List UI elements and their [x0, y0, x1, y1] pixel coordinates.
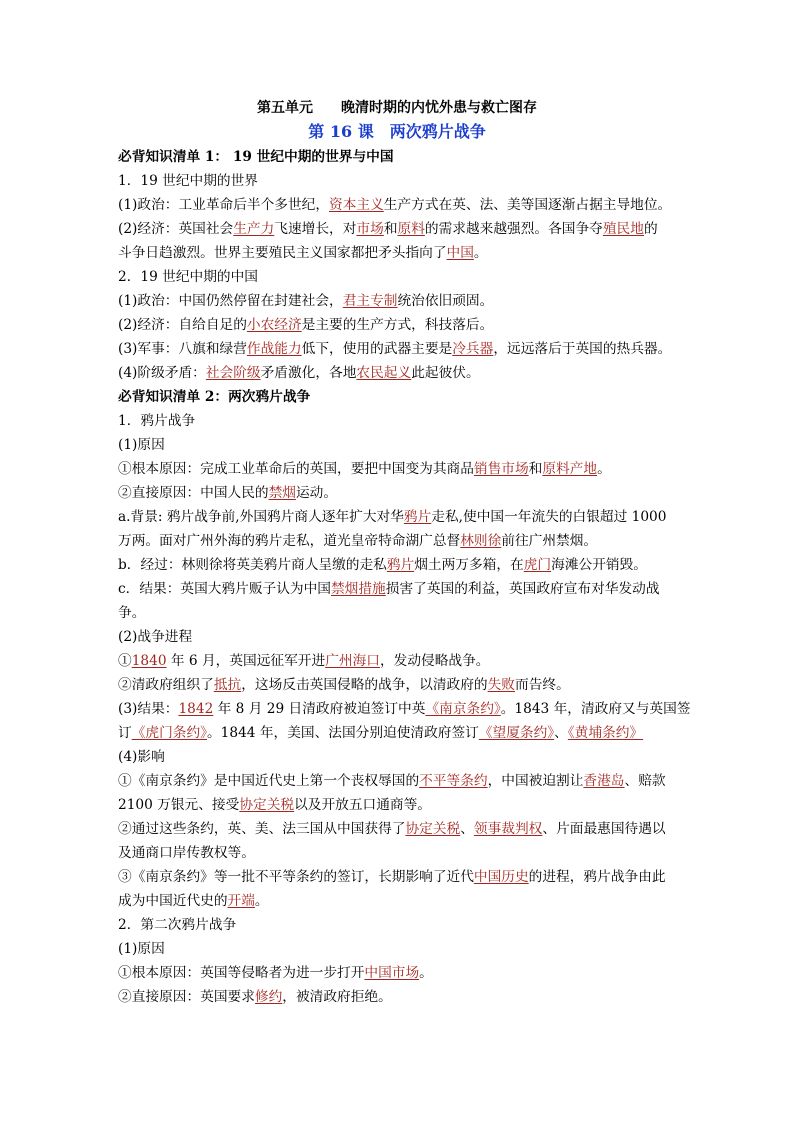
text-line [118, 601, 718, 625]
text-segment: 矛盾激化，各地 [260, 365, 357, 381]
answer-term: 广州海口 [325, 653, 380, 669]
answer-term: 香港岛 [583, 773, 625, 789]
text-line [118, 865, 718, 889]
text-segment: 烟土两万多箱，在 [414, 557, 524, 573]
subheading [118, 745, 718, 769]
answer-term: 《黄埔条约》 [567, 725, 644, 741]
text-segment: 2100 万银元、接受 [118, 797, 240, 813]
answer-term: 资本主义 [329, 197, 384, 213]
answer-term: 中国历史 [473, 869, 529, 885]
answer-term: 小农经济 [246, 317, 302, 333]
text-segment: 年 8 月 29 日清政府被迫签订中英 [213, 701, 426, 717]
text-segment: 斗争日趋激烈。世界主要殖民主义国家都把矛头指向了 [118, 245, 447, 261]
text-line [118, 481, 718, 505]
answer-term: 生产力 [233, 221, 275, 237]
text-segment: 年 6 月，英国远征军开进 [166, 653, 326, 669]
answer-term: 开端 [227, 893, 255, 909]
text-line [118, 217, 718, 241]
lesson-title: 第 16 课 两次鸦片战争 [308, 122, 486, 141]
answer-term: 抵抗 [213, 677, 242, 693]
text-segment: ，被清政府拒绝。 [282, 989, 392, 1005]
text-segment: 、赔款 [624, 773, 666, 789]
heading-text: 必背知识清单 2：两次鸦片战争 [118, 389, 311, 405]
text-line [118, 553, 718, 577]
text-line [118, 457, 718, 481]
text-segment: 前往广州禁烟。 [501, 533, 598, 549]
text-segment: b．经过：林则徐将英美鸦片商人呈缴的走私 [118, 557, 387, 573]
text-segment: 。1844 年，美国、法国分别迫使清政府签订 [206, 725, 479, 741]
text-line [118, 193, 718, 217]
text-segment: (2)经济：自给自足的 [118, 317, 247, 333]
answer-term: 原料 [397, 221, 425, 237]
text-segment: ，这场反击英国侵略的战争，以清政府的 [241, 677, 488, 693]
answer-term: 禁烟 [268, 485, 296, 501]
answer-term: 协定关税 [239, 797, 295, 813]
answer-term: 殖民地 [602, 221, 644, 237]
text-segment: 。 [597, 461, 611, 477]
text-segment: 和 [528, 461, 543, 477]
answer-term: 协定关税 [405, 821, 461, 837]
text-segment: 生产方式在英、法、美等国逐渐占据主导地位。 [383, 197, 672, 213]
answer-term: 鸦片 [386, 557, 415, 573]
text-line [118, 313, 718, 337]
text-segment: 而告终。 [515, 677, 570, 693]
text-segment: 此起彼伏。 [411, 365, 480, 381]
text-segment: 统治依旧顽固。 [397, 293, 494, 309]
answer-term: 1842 [178, 701, 214, 717]
answer-term: 鸦片 [403, 509, 432, 525]
text-line [118, 985, 718, 1009]
text-segment: 订 [118, 725, 132, 741]
answer-term: 1840 [131, 653, 167, 669]
text-segment: ②直接原因：英国要求 [118, 989, 255, 1005]
text-line [118, 337, 718, 361]
text-segment: 争。 [118, 605, 146, 621]
text-line [118, 889, 718, 913]
subheading [118, 409, 718, 433]
text-line [118, 817, 718, 841]
subheading [118, 169, 718, 193]
text-segment: 飞速增长，对 [274, 221, 357, 237]
knowledge-list-heading [118, 145, 718, 169]
text-line [118, 577, 718, 601]
text-segment: 。 [419, 965, 433, 981]
subheading [118, 265, 718, 289]
text-segment: 走私,使中国一年流失的白银超过 1000 [431, 509, 667, 525]
text-line [118, 721, 718, 745]
text-segment: 1．鸦片战争 [118, 413, 196, 429]
text-segment: ①《南京条约》是中国近代史上第一个丧权辱国的 [118, 773, 420, 789]
text-segment: 低下，使用的武器主要是 [301, 341, 453, 357]
text-segment: (4)阶级矛盾： [118, 365, 206, 381]
text-segment: (3)结果： [118, 701, 179, 717]
text-segment: 是主要的生产方式，科技落后。 [301, 317, 494, 333]
answer-term: 作战能力 [246, 341, 302, 357]
text-segment: 损害了英国的利益，英国政府宣布对华发动战 [385, 581, 660, 597]
text-line [118, 841, 718, 865]
text-segment: ，中国被迫割让 [487, 773, 584, 789]
answer-term: 农民起义 [356, 365, 412, 381]
text-line [118, 673, 718, 697]
text-segment: (2)战争进程 [118, 629, 193, 645]
text-segment: ，发动侵略战争。 [379, 653, 490, 669]
text-segment: a.背景: 鸦片战争前,外国鸦片商人逐年扩大对华 [118, 509, 404, 525]
text-segment: 万两。面对广州外海的鸦片走私，道光皇帝特命湖广总督 [118, 533, 461, 549]
document-body [118, 145, 718, 1009]
text-segment: (1)原因 [118, 437, 165, 453]
text-segment: 的 [643, 221, 658, 237]
text-segment: 1．19 世纪中期的世界 [118, 173, 258, 189]
text-segment: ③《南京条约》等一批不平等条约的签订，长期影响了近代 [118, 869, 474, 885]
answer-term: 《虎门条约》 [131, 725, 207, 741]
text-segment: (1)政治：中国仍然停留在封建社会， [118, 293, 343, 309]
text-segment: c．结果：英国大鸦片贩子认为中国 [118, 581, 331, 597]
subheading [118, 625, 718, 649]
text-segment: (1)原因 [118, 941, 165, 957]
subheading [118, 937, 718, 961]
answer-term: 社会阶级 [205, 365, 261, 381]
text-segment: 的需求越来越强烈。各国争夺 [424, 221, 603, 237]
text-segment: (1)政治：工业革命后半个多世纪， [118, 197, 330, 213]
text-segment: 和 [383, 221, 398, 237]
answer-term: 禁烟措施 [330, 581, 386, 597]
text-segment: ①根本原因：完成工业革命后的英国，要把中国变为其商品 [118, 461, 474, 477]
text-line [118, 505, 718, 529]
text-line [118, 361, 718, 385]
text-segment: 及通商口岸传教权等。 [118, 845, 255, 861]
answer-term: 《望厦条约》 [478, 725, 555, 741]
text-segment: 以及开放五口通商等。 [294, 797, 431, 813]
text-segment: 、片面最惠国待遇以 [542, 821, 666, 837]
text-segment: ，远远落后于英国的热兵器。 [493, 341, 672, 357]
answer-term: 原料产地 [542, 461, 598, 477]
subheading [118, 433, 718, 457]
text-segment: 、 [554, 725, 568, 741]
answer-term: 失败 [487, 677, 515, 693]
answer-term: 领事裁判权 [473, 821, 543, 837]
answer-term: 虎门 [523, 557, 552, 573]
text-line [118, 793, 718, 817]
answer-term: 《南京条约》 [425, 701, 501, 717]
text-segment: 。 [254, 893, 269, 909]
text-line [118, 697, 718, 721]
text-segment: 的进程，鸦片战争由此 [528, 869, 666, 885]
answer-term: 君主专制 [342, 293, 398, 309]
text-segment: 运动。 [295, 485, 338, 501]
text-line [118, 529, 718, 553]
answer-term: 林则徐 [460, 533, 502, 549]
text-line [118, 649, 718, 673]
unit-title: 第五单元 晚清时期的内忧外患与救亡图存 [257, 100, 537, 116]
text-segment: ②清政府组织了 [118, 677, 214, 693]
text-line [118, 289, 718, 313]
text-line [118, 241, 718, 265]
answer-term: 冷兵器 [452, 341, 494, 357]
answer-term: 不平等条约 [419, 773, 488, 789]
answer-term: 市场 [356, 221, 384, 237]
text-segment: 海滩公开销毁。 [551, 557, 647, 573]
text-segment: 。1843 年，清政府又与英国签 [500, 701, 691, 717]
text-line [118, 769, 718, 793]
heading-text: 必背知识清单 1： 19 世纪中期的世界与中国 [118, 149, 394, 165]
answer-term: 销售市场 [473, 461, 529, 477]
text-segment: 、 [460, 821, 474, 837]
answer-term: 修约 [254, 989, 283, 1005]
text-segment: 2．第二次鸦片战争 [118, 917, 237, 933]
text-line [118, 961, 718, 985]
text-segment: 成为中国近代史的 [118, 893, 228, 909]
text-segment: (4)影响 [118, 749, 165, 765]
text-segment: ②通过这些条约，英、美、法三国从中国获得了 [118, 821, 406, 837]
answer-term: 中国 [446, 245, 474, 261]
text-segment: ① [118, 653, 132, 669]
text-segment: ②直接原因：中国人民的 [118, 485, 269, 501]
text-segment: 。 [473, 245, 488, 261]
text-segment: 2．19 世纪中期的中国 [118, 269, 258, 285]
text-segment: (2)经济：英国社会 [118, 221, 234, 237]
subheading [118, 913, 718, 937]
answer-term: 中国市场 [364, 965, 420, 981]
text-segment: (3)军事：八旗和绿营 [118, 341, 247, 357]
knowledge-list-heading [118, 385, 718, 409]
text-segment: ①根本原因：英国等侵略者为进一步打开 [118, 965, 365, 981]
